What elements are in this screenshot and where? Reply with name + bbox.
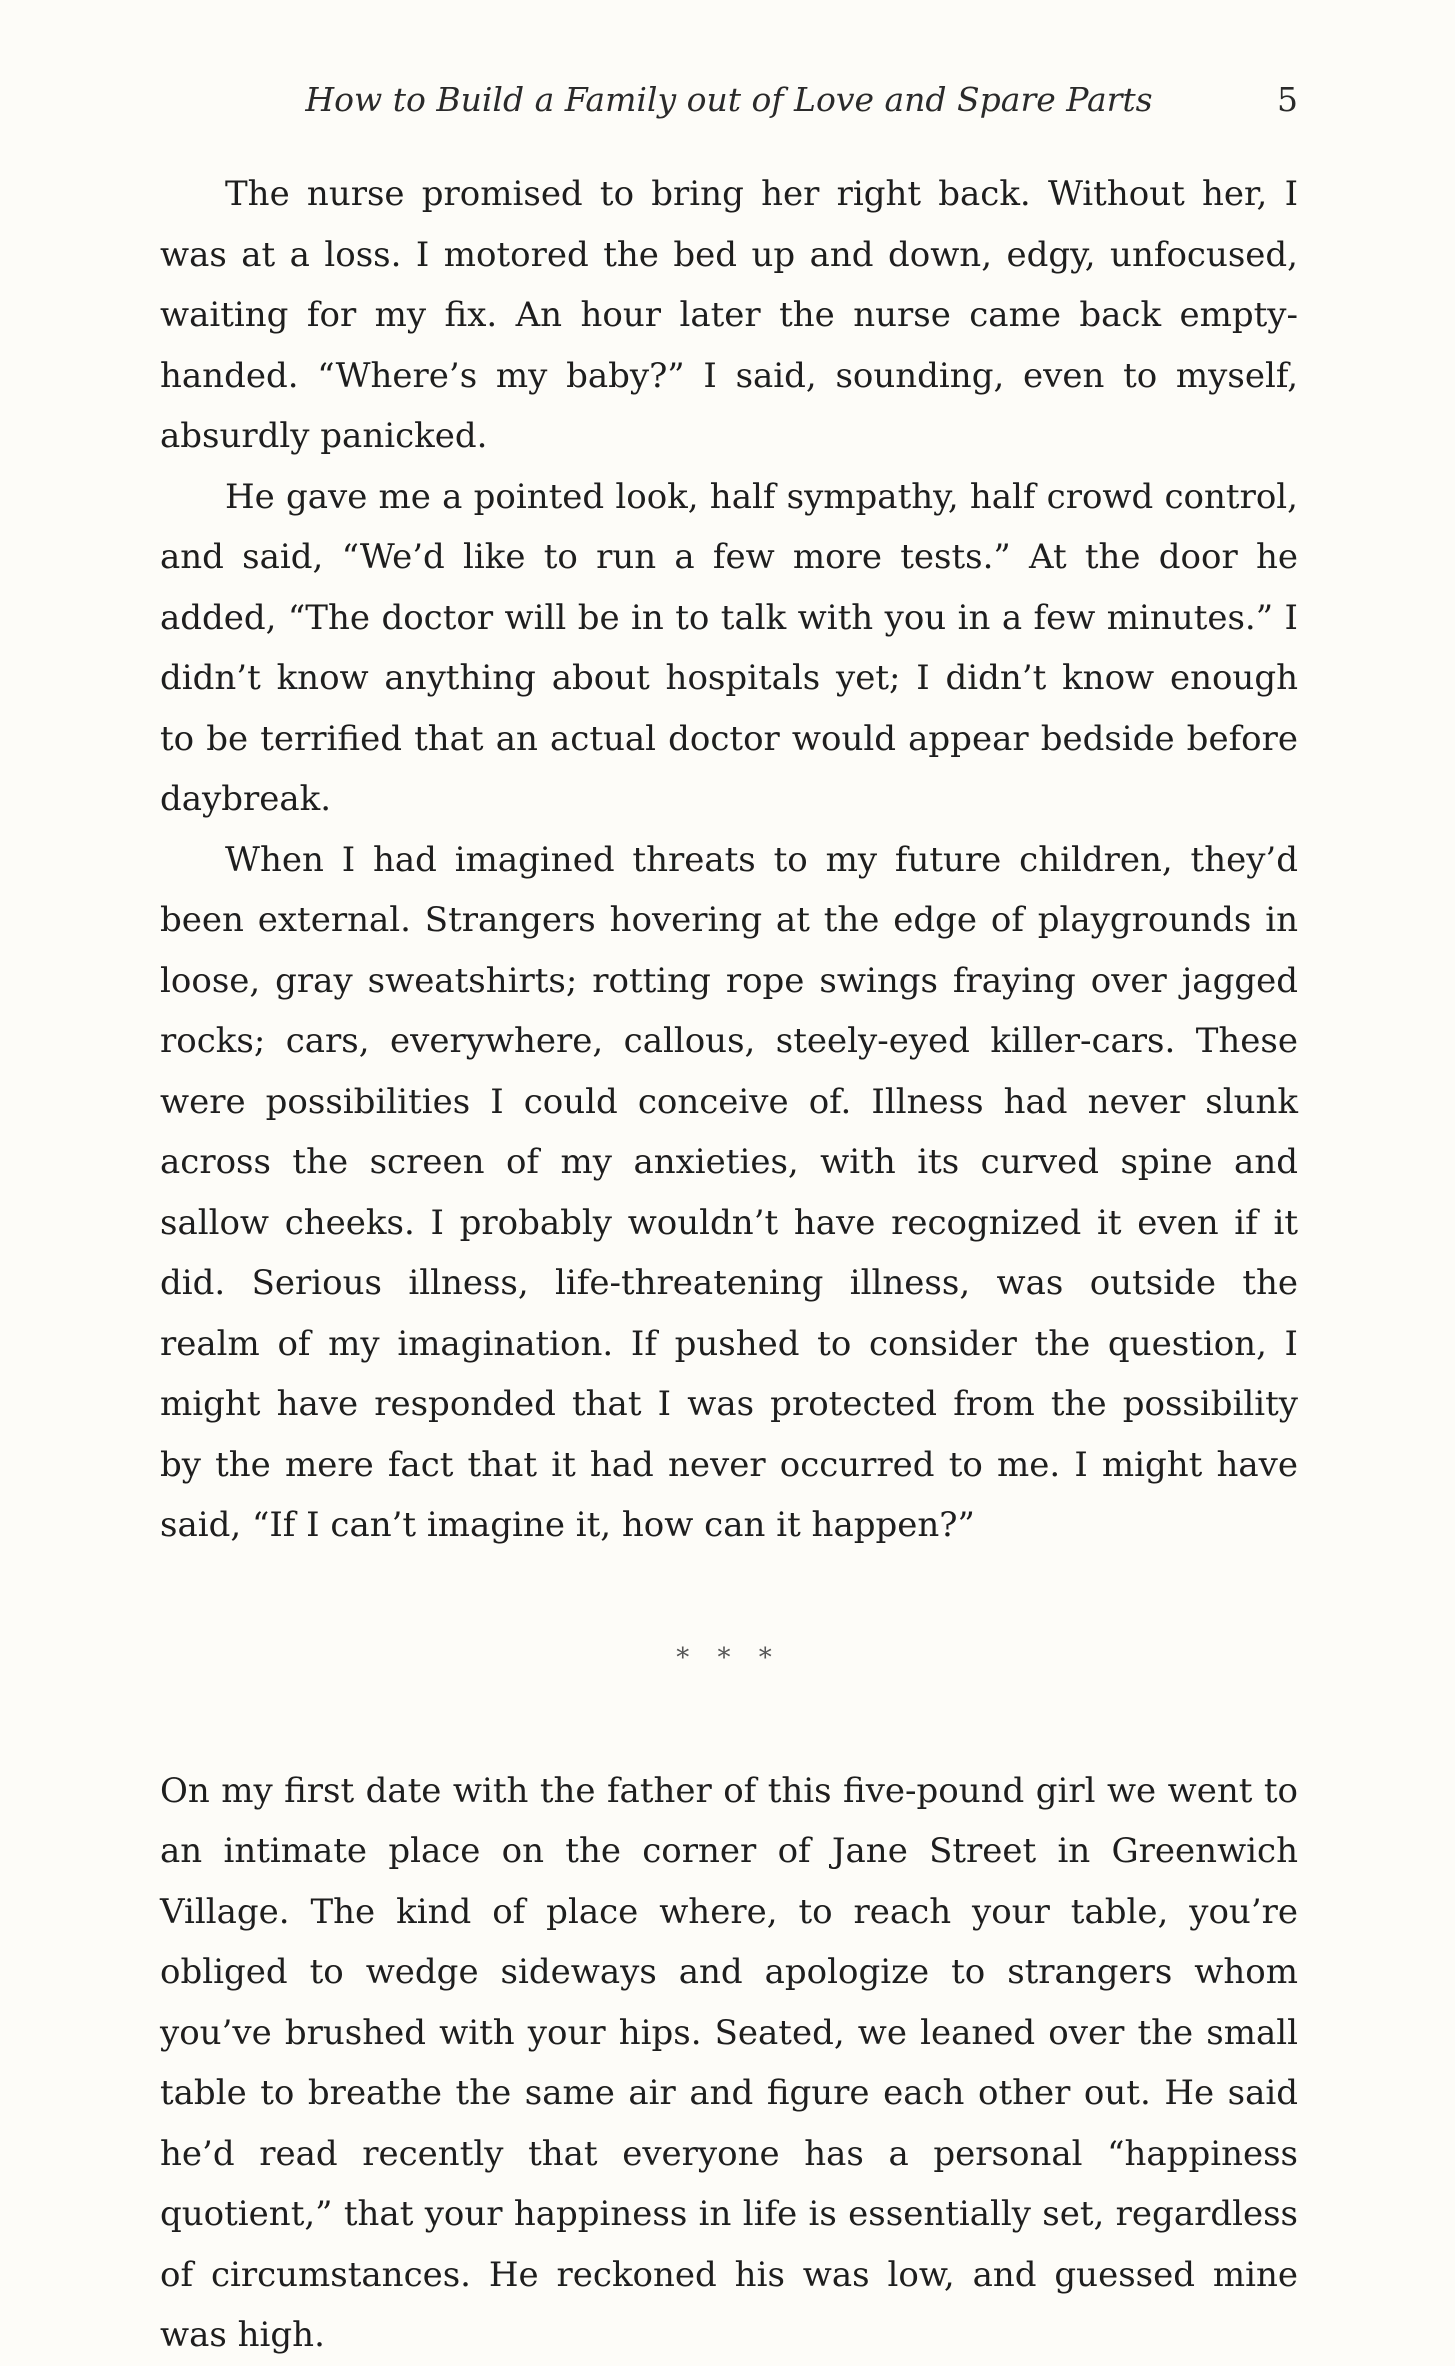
running-title: How to Build a Family out of Love and Spare Parts [305, 80, 1153, 119]
paragraph-nurse: The nurse promised to bring her right back. Without her, I was at a loss. I motored the bed up and down, edgy, unfocused, waiting for my fix. An hour later the nurse came back empty-handed. “Where’s my baby?” I said, sounding, even to myself, absurdly panicked. [160, 174, 1298, 456]
section-break: * * * [676, 1642, 782, 1673]
body-text [160, 164, 1298, 2366]
page-number: 5 [1277, 80, 1298, 119]
paragraph-threats: When I had imagined threats to my future children, they’d been external. Strangers hovering at the edge of playgrounds in loose, gray sweatshirts; rotting rope swings fraying over jagged rocks; cars, everywhere, callous, steely-eyed killer-cars. These were possibilities I could conceive of. Illness had never slunk across the screen of my anxieties, with its curved spine and sallow cheeks. I probably wouldn’t have recognized it even if it did. Serious illness, life-threatening illness, was outside the realm of my imagination. If pushed to consider the question, I might have responded that I was protected from the possibility by the mere fact that it had never occurred to me. I might have said, “If I can’t imagine it, how can it happen?” [160, 839, 1298, 1545]
running-head [160, 72, 1298, 132]
paragraph-first-date: On my first date with the father of this five-pound girl we went to an intimate place on the corner of Jane Street in Greenwich Village. The kind of place where, to reach your table, you’re obliged to wedge sideways and apologize to strangers whom you’ve brushed with your hips. Seated, we leaned over the small table to breathe the same air and figure each other out. He said he’d read recently that everyone has a personal “happiness quotient,” that your happiness in life is essentially set, regardless of circumstances. He reckoned his was low, and guessed mine was high. [160, 1770, 1298, 2355]
paragraph-tests: He gave me a pointed look, half sympathy, half crowd control, and said, “We’d like to run a few more tests.” At the door he added, “The doctor will be in to talk with you in a few minutes.” I didn’t know anything about hospitals yet; I didn’t know enough to be terrified that an actual doctor would appear bedside before daybreak. [160, 476, 1298, 819]
